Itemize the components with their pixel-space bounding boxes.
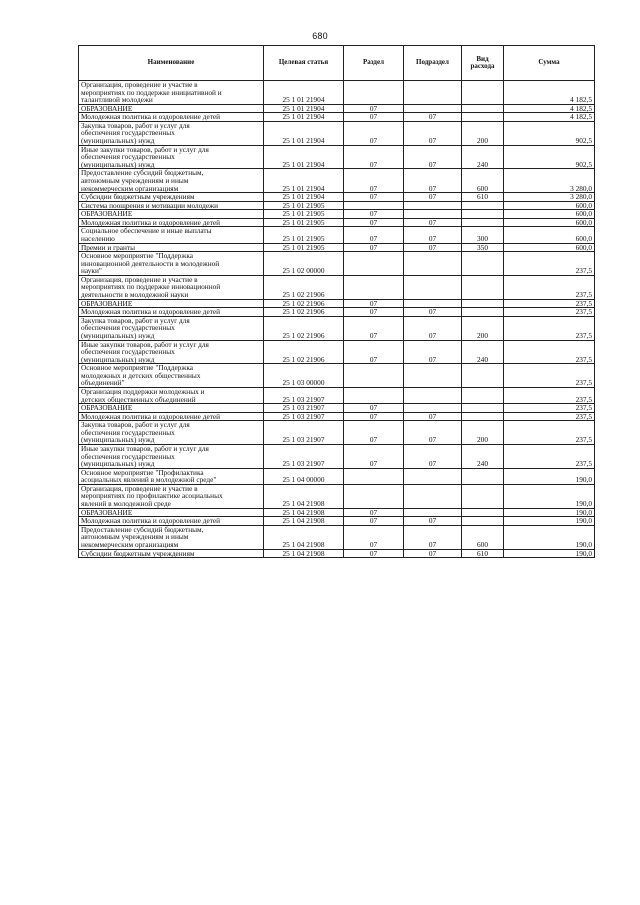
cell-section: 07: [344, 218, 404, 227]
cell-name: Молодежная политика и оздоровление детей: [79, 308, 264, 317]
cell-name: Организация, проведение и участие в мероприятиях по профилактике асоциальных явлений в молодежной среде: [79, 484, 264, 508]
budget-table: [78, 45, 595, 558]
table-row: [79, 145, 595, 169]
cell-expense-type: [462, 299, 504, 308]
cell-name: Молодежная политика и оздоровление детей: [79, 517, 264, 526]
cell-expense-type: [462, 210, 504, 219]
cell-expense-type: 350: [462, 243, 504, 252]
cell-section: 07: [344, 227, 404, 243]
cell-sum: 237,5: [504, 308, 595, 317]
cell-expense-type: [462, 387, 504, 403]
cell-section: 07: [344, 145, 404, 169]
cell-expense-type: [462, 484, 504, 508]
table-row: [79, 81, 595, 105]
cell-subsection: 07: [404, 113, 462, 122]
cell-target-code: 25 1 01 21905: [264, 218, 344, 227]
cell-sum: 237,5: [504, 275, 595, 299]
table-row: [79, 169, 595, 193]
cell-section: 07: [344, 404, 404, 413]
cell-name: ОБРАЗОВАНИЕ: [79, 210, 264, 219]
cell-target-code: 25 1 04 21908: [264, 525, 344, 549]
cell-subsection: [404, 364, 462, 388]
cell-target-code: 25 1 04 00000: [264, 468, 344, 484]
cell-section: [344, 387, 404, 403]
cell-sum: 237,5: [504, 316, 595, 340]
table-row: [79, 193, 595, 202]
cell-name: Субсидии бюджетным учреждениям: [79, 193, 264, 202]
table-row: [79, 275, 595, 299]
cell-subsection: [404, 484, 462, 508]
cell-target-code: 25 1 01 21904: [264, 169, 344, 193]
cell-sum: 3 280,0: [504, 193, 595, 202]
cell-section: 07: [344, 340, 404, 364]
cell-section: [344, 81, 404, 105]
table-row: [79, 364, 595, 388]
cell-target-code: 25 1 01 21904: [264, 113, 344, 122]
cell-target-code: 25 1 01 21904: [264, 145, 344, 169]
cell-target-code: 25 1 01 21905: [264, 201, 344, 210]
cell-subsection: 07: [404, 169, 462, 193]
table-row: [79, 525, 595, 549]
cell-section: 07: [344, 169, 404, 193]
cell-section: 07: [344, 517, 404, 526]
table-row: [79, 404, 595, 413]
header-name: Наименование: [79, 46, 264, 81]
cell-sum: 237,5: [504, 299, 595, 308]
cell-target-code: 25 1 02 21906: [264, 275, 344, 299]
cell-expense-type: 300: [462, 227, 504, 243]
header-sum: Сумма: [504, 46, 595, 81]
table-header-row: [79, 46, 595, 81]
page-number: 680: [312, 31, 328, 41]
cell-subsection: [404, 387, 462, 403]
cell-target-code: 25 1 03 00000: [264, 364, 344, 388]
cell-subsection: 07: [404, 340, 462, 364]
cell-name: Организация, проведение и участие в мероприятиях по поддержке инновационной деятельности в молодежной науки: [79, 275, 264, 299]
cell-name: ОБРАЗОВАНИЕ: [79, 299, 264, 308]
cell-section: 07: [344, 210, 404, 219]
cell-section: 07: [344, 525, 404, 549]
cell-sum: 600,0: [504, 210, 595, 219]
cell-sum: 237,5: [504, 252, 595, 276]
cell-sum: 237,5: [504, 340, 595, 364]
cell-section: 07: [344, 113, 404, 122]
cell-sum: 600,0: [504, 218, 595, 227]
cell-subsection: 07: [404, 145, 462, 169]
cell-section: 07: [344, 193, 404, 202]
header-code: Целевая статья: [264, 46, 344, 81]
cell-subsection: 07: [404, 243, 462, 252]
cell-sum: 190,0: [504, 508, 595, 517]
cell-sum: 600,0: [504, 227, 595, 243]
cell-section: 07: [344, 412, 404, 421]
table-row: [79, 468, 595, 484]
cell-target-code: 25 1 04 21908: [264, 484, 344, 508]
table-row: [79, 252, 595, 276]
cell-section: [344, 275, 404, 299]
cell-section: 07: [344, 121, 404, 145]
cell-name: Молодежная политика и оздоровление детей: [79, 412, 264, 421]
cell-expense-type: 200: [462, 421, 504, 445]
cell-subsection: 07: [404, 316, 462, 340]
cell-sum: 237,5: [504, 387, 595, 403]
cell-sum: 4 182,5: [504, 81, 595, 105]
cell-target-code: 25 1 02 21906: [264, 316, 344, 340]
cell-expense-type: [462, 364, 504, 388]
cell-sum: 190,0: [504, 549, 595, 558]
cell-name: Закупка товаров, работ и услуг для обеспечения государственных (муниципальных) нужд: [79, 121, 264, 145]
cell-target-code: 25 1 01 21904: [264, 104, 344, 113]
cell-sum: 190,0: [504, 468, 595, 484]
cell-section: 07: [344, 316, 404, 340]
cell-expense-type: 240: [462, 340, 504, 364]
cell-sum: 600,0: [504, 243, 595, 252]
cell-expense-type: 610: [462, 193, 504, 202]
table-row: [79, 227, 595, 243]
table-row: [79, 387, 595, 403]
cell-target-code: 25 1 04 21908: [264, 549, 344, 558]
table-row: [79, 121, 595, 145]
cell-name: Социальное обеспечение и иные выплаты населению: [79, 227, 264, 243]
cell-target-code: 25 1 04 21908: [264, 508, 344, 517]
cell-expense-type: 240: [462, 445, 504, 469]
cell-expense-type: [462, 308, 504, 317]
cell-section: 07: [344, 243, 404, 252]
table-row: [79, 316, 595, 340]
cell-target-code: 25 1 03 21907: [264, 445, 344, 469]
cell-name: Предоставление субсидий бюджетным, автономным учреждениям и иным некоммерческим организациям: [79, 525, 264, 549]
cell-target-code: 25 1 02 21906: [264, 340, 344, 364]
cell-expense-type: [462, 517, 504, 526]
cell-expense-type: 600: [462, 169, 504, 193]
cell-sum: 190,0: [504, 484, 595, 508]
cell-target-code: 25 1 02 21906: [264, 308, 344, 317]
cell-sum: 237,5: [504, 364, 595, 388]
cell-name: ОБРАЗОВАНИЕ: [79, 104, 264, 113]
cell-subsection: [404, 81, 462, 105]
cell-expense-type: [462, 81, 504, 105]
cell-subsection: 07: [404, 308, 462, 317]
cell-name: Иные закупки товаров, работ и услуг для обеспечения государственных (муниципальных) нужд: [79, 145, 264, 169]
cell-expense-type: 600: [462, 525, 504, 549]
cell-expense-type: 200: [462, 316, 504, 340]
cell-expense-type: [462, 201, 504, 210]
cell-subsection: 07: [404, 517, 462, 526]
cell-sum: 237,5: [504, 412, 595, 421]
cell-expense-type: [462, 252, 504, 276]
cell-name: Закупка товаров, работ и услуг для обеспечения государственных (муниципальных) нужд: [79, 316, 264, 340]
cell-subsection: 07: [404, 549, 462, 558]
cell-subsection: [404, 201, 462, 210]
cell-sum: 902,5: [504, 145, 595, 169]
cell-name: Иные закупки товаров, работ и услуг для обеспечения государственных (муниципальных) нужд: [79, 445, 264, 469]
cell-name: Основное мероприятие "Поддержка инновационной деятельности в молодежной науки": [79, 252, 264, 276]
cell-sum: 902,5: [504, 121, 595, 145]
cell-name: Организация поддержки молодежных и детских общественных объединений: [79, 387, 264, 403]
cell-sum: 237,5: [504, 404, 595, 413]
cell-expense-type: 240: [462, 145, 504, 169]
cell-section: [344, 364, 404, 388]
cell-sum: 237,5: [504, 421, 595, 445]
cell-sum: 4 182,5: [504, 104, 595, 113]
cell-expense-type: [462, 404, 504, 413]
cell-subsection: 07: [404, 121, 462, 145]
cell-section: 07: [344, 104, 404, 113]
cell-target-code: 25 1 03 21907: [264, 404, 344, 413]
cell-target-code: 25 1 04 21908: [264, 517, 344, 526]
table-row: [79, 201, 595, 210]
cell-target-code: 25 1 03 21907: [264, 387, 344, 403]
table-row: [79, 549, 595, 558]
cell-expense-type: 200: [462, 121, 504, 145]
cell-expense-type: [462, 113, 504, 122]
cell-sum: 190,0: [504, 517, 595, 526]
cell-sum: 4 182,5: [504, 113, 595, 122]
cell-subsection: [404, 468, 462, 484]
cell-section: 07: [344, 549, 404, 558]
cell-section: 07: [344, 308, 404, 317]
cell-expense-type: [462, 468, 504, 484]
cell-target-code: 25 1 03 21907: [264, 421, 344, 445]
cell-section: 07: [344, 508, 404, 517]
cell-subsection: 07: [404, 445, 462, 469]
cell-subsection: 07: [404, 525, 462, 549]
cell-subsection: [404, 252, 462, 276]
cell-name: ОБРАЗОВАНИЕ: [79, 404, 264, 413]
cell-section: [344, 484, 404, 508]
cell-name: Субсидии бюджетным учреждениям: [79, 549, 264, 558]
cell-target-code: 25 1 02 00000: [264, 252, 344, 276]
cell-expense-type: [462, 508, 504, 517]
cell-subsection: 07: [404, 218, 462, 227]
header-expense-type: Вид расхода: [462, 46, 504, 81]
cell-name: Организация, проведение и участие в мероприятиях по поддержке инициативной и талантливой молодежи: [79, 81, 264, 105]
cell-target-code: 25 1 02 21906: [264, 299, 344, 308]
cell-target-code: 25 1 01 21904: [264, 81, 344, 105]
cell-name: Основное мероприятие "Профилактика асоциальных явлений в молодежной среде": [79, 468, 264, 484]
table-row: [79, 484, 595, 508]
cell-section: [344, 468, 404, 484]
cell-section: [344, 252, 404, 276]
cell-target-code: 25 1 01 21905: [264, 243, 344, 252]
cell-target-code: 25 1 01 21904: [264, 121, 344, 145]
cell-subsection: 07: [404, 227, 462, 243]
cell-name: Молодежная политика и оздоровление детей: [79, 113, 264, 122]
cell-subsection: 07: [404, 421, 462, 445]
cell-expense-type: [462, 412, 504, 421]
cell-expense-type: 610: [462, 549, 504, 558]
table-row: [79, 340, 595, 364]
cell-sum: 600,0: [504, 201, 595, 210]
cell-name: Молодежная политика и оздоровление детей: [79, 218, 264, 227]
cell-expense-type: [462, 275, 504, 299]
cell-target-code: 25 1 01 21905: [264, 210, 344, 219]
cell-name: Иные закупки товаров, работ и услуг для обеспечения государственных (муниципальных) нужд: [79, 340, 264, 364]
cell-sum: 237,5: [504, 445, 595, 469]
table-row: [79, 421, 595, 445]
cell-name: Премии и гранты: [79, 243, 264, 252]
cell-target-code: 25 1 01 21905: [264, 227, 344, 243]
cell-expense-type: [462, 104, 504, 113]
cell-section: 07: [344, 445, 404, 469]
cell-target-code: 25 1 01 21904: [264, 193, 344, 202]
cell-name: Закупка товаров, работ и услуг для обеспечения государственных (муниципальных) нужд: [79, 421, 264, 445]
cell-name: ОБРАЗОВАНИЕ: [79, 508, 264, 517]
cell-section: 07: [344, 299, 404, 308]
cell-name: Система поощрения и мотивации молодежи: [79, 201, 264, 210]
cell-name: Предоставление субсидий бюджетным, автономным учреждениям и иным некоммерческим организациям: [79, 169, 264, 193]
cell-subsection: 07: [404, 412, 462, 421]
header-section: Раздел: [344, 46, 404, 81]
cell-subsection: [404, 275, 462, 299]
cell-sum: 190,0: [504, 525, 595, 549]
cell-subsection: [404, 404, 462, 413]
cell-sum: 3 280,0: [504, 169, 595, 193]
cell-target-code: 25 1 03 21907: [264, 412, 344, 421]
table-row: [79, 445, 595, 469]
cell-section: 07: [344, 421, 404, 445]
cell-name: Основное мероприятие "Поддержка молодежных и детских общественных объединений": [79, 364, 264, 388]
table-body: [79, 81, 595, 558]
cell-subsection: 07: [404, 193, 462, 202]
header-subsection: Подраздел: [404, 46, 462, 81]
table-row: [79, 517, 595, 526]
cell-expense-type: [462, 218, 504, 227]
table-row: [79, 308, 595, 317]
